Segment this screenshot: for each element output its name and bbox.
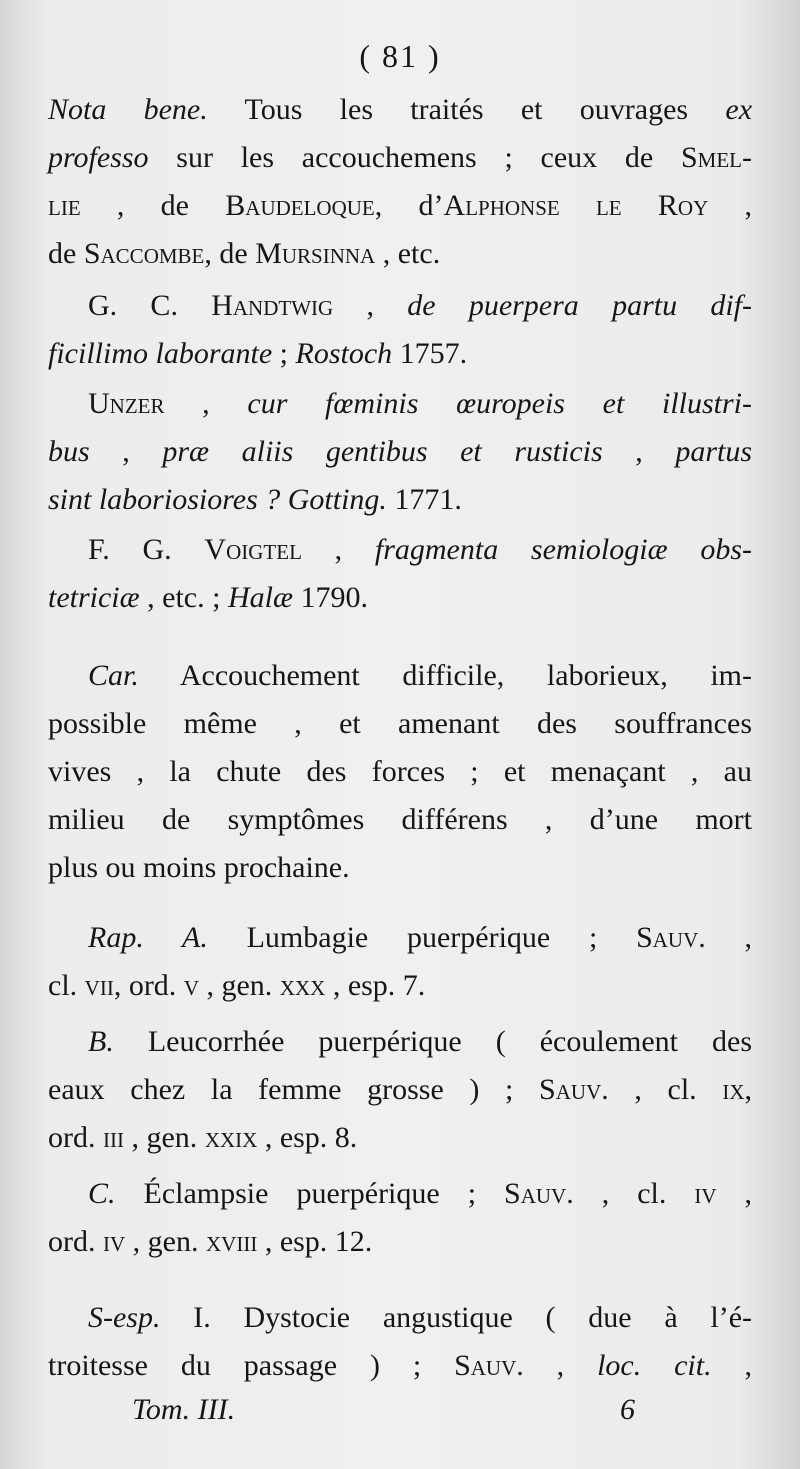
text-line — [88, 656, 752, 696]
text-segment: G. C. — [88, 289, 212, 322]
text-segment: de — [48, 237, 84, 270]
text-segment: vii — [84, 969, 114, 1002]
text-line — [88, 918, 752, 958]
text-segment: , ord. — [113, 969, 184, 1002]
text-line — [48, 1118, 752, 1158]
text-segment: , — [602, 435, 676, 468]
text-segment: , esp. 7. — [325, 969, 426, 1002]
text-segment: iv — [694, 1177, 717, 1210]
text-line — [48, 1222, 752, 1262]
text-line — [48, 186, 752, 226]
text-segment: xxx — [279, 969, 326, 1002]
text-line — [88, 530, 752, 570]
text-segment: 1757. — [392, 337, 468, 370]
text-segment: , — [301, 533, 375, 566]
text-segment: vives , la chute des forces ; et menaçant , au — [48, 755, 752, 788]
text-segment: professo — [48, 141, 149, 174]
page-number: ( 81 ) — [359, 38, 441, 74]
text-segment: Rostoch — [295, 337, 393, 370]
text-segment: 1771. — [386, 483, 462, 516]
text-segment: lie — [48, 189, 81, 222]
text-line — [48, 800, 752, 840]
text-segment: , esp. 12. — [257, 1225, 373, 1258]
text-segment: , etc. — [375, 237, 441, 270]
text-segment: Mursinna — [255, 237, 376, 270]
text-line — [48, 234, 752, 274]
text-segment: Lumbagie puerpérique ; — [207, 921, 637, 954]
text-segment: eaux chez la femme grosse ) ; — [48, 1073, 540, 1106]
text-segment: xviii — [206, 1225, 258, 1258]
text-segment: Saccombe — [83, 237, 205, 270]
text-segment: v — [183, 969, 199, 1002]
text-segment: cl. — [48, 969, 85, 1002]
text-segment: , gen. — [123, 1121, 205, 1154]
text-segment: Éclampsie puerpérique ; — [115, 1177, 505, 1210]
text-line — [48, 334, 752, 374]
text-segment: Halæ — [227, 581, 293, 614]
text-segment: Nota bene. — [48, 93, 208, 126]
text-line — [88, 1174, 752, 1214]
text-segment: Tous les traités et ouvrages — [207, 93, 726, 126]
text-segment: , cl. — [573, 1177, 695, 1210]
text-line — [48, 480, 752, 520]
text-segment: Unzer — [88, 387, 165, 420]
text-line — [48, 90, 752, 130]
text-segment: ; — [272, 337, 296, 370]
text-segment: , — [523, 1349, 598, 1382]
text-segment: , — [744, 1073, 753, 1106]
text-segment: Handtwig — [211, 289, 334, 322]
text-line — [48, 966, 752, 1006]
text-segment: cur fœminis œuropeis et illustri- — [247, 387, 753, 420]
text-segment: Sauv. — [504, 1177, 574, 1210]
text-segment: Sauv. — [454, 1349, 524, 1382]
text-segment: ex — [725, 93, 753, 126]
text-segment: , etc. ; — [139, 581, 228, 614]
text-segment: , de — [204, 237, 256, 270]
text-segment: ficillimo laborante — [48, 337, 273, 370]
text-segment: , gen. — [198, 969, 280, 1002]
text-line — [48, 432, 752, 472]
text-line — [48, 1346, 752, 1386]
text-segment: ix — [722, 1073, 745, 1106]
text-segment: Alphonse le Roy — [443, 189, 709, 222]
text-segment: iv — [103, 1225, 126, 1258]
text-segment: iii — [103, 1121, 124, 1154]
text-segment: , — [89, 435, 163, 468]
text-line — [48, 752, 752, 792]
sheet-number: 6 — [620, 1393, 635, 1426]
text-segment: , — [708, 189, 752, 222]
text-segment: 1790. — [292, 581, 368, 614]
text-segment: F. G. — [88, 533, 205, 566]
text-segment: ord. — [48, 1121, 103, 1154]
text-segment: , gen. — [125, 1225, 206, 1258]
text-line — [48, 1070, 752, 1110]
text-segment: partus — [675, 435, 753, 468]
text-segment: troitesse du passage ) ; — [48, 1349, 455, 1382]
text-segment: plus ou moins prochaine. — [48, 851, 350, 884]
text-segment: ord. — [48, 1225, 103, 1258]
text-segment: , esp. 8. — [257, 1121, 358, 1154]
text-line — [88, 286, 752, 326]
text-segment: Sauv. — [636, 921, 706, 954]
text-segment: , de — [80, 189, 226, 222]
text-segment: I. Dystocie angustique ( due à l’é- — [160, 1301, 752, 1334]
text-segment: , — [716, 1177, 753, 1210]
text-segment: præ aliis gentibus et rusticis — [162, 435, 603, 468]
text-segment: sur les accouchemens ; ceux de — [148, 141, 681, 174]
text-segment: xxix — [204, 1121, 258, 1154]
text-segment: , d’ — [374, 189, 444, 222]
text-segment: , cl. — [608, 1073, 723, 1106]
text-line — [48, 578, 752, 618]
text-segment: Sauv. — [539, 1073, 609, 1106]
text-segment: Rap. A. — [88, 921, 208, 954]
text-line — [88, 1298, 752, 1338]
text-segment: Voigtel — [204, 533, 302, 566]
text-segment: sint laboriosiores ? Gotting. — [48, 483, 387, 516]
text-segment: Car. — [88, 659, 139, 692]
text-segment: fragmenta semiologiæ obs- — [374, 533, 752, 566]
text-segment: bus — [48, 435, 90, 468]
text-segment: Smel- — [680, 141, 752, 174]
text-line — [48, 138, 752, 178]
text-segment: B. — [88, 1025, 114, 1058]
text-segment: Baudeloque — [225, 189, 375, 222]
text-segment: , — [711, 1349, 753, 1382]
text-line — [88, 384, 752, 424]
text-line — [88, 1022, 752, 1062]
text-segment: Leucorrhée puerpérique ( écoulement des — [113, 1025, 752, 1058]
text-segment: loc. cit. — [597, 1349, 712, 1382]
text-segment: de puerpera partu dif- — [407, 289, 753, 322]
text-line — [48, 704, 752, 744]
text-segment: S-esp. — [88, 1301, 161, 1334]
text-segment: possible même , et amenant des souffrances — [48, 707, 752, 740]
text-segment: , — [164, 387, 248, 420]
text-segment: , — [705, 921, 752, 954]
text-segment: , — [333, 289, 408, 322]
signature-mark: Tom. III. — [132, 1393, 236, 1426]
text-segment: C. — [88, 1177, 116, 1210]
text-line — [48, 848, 752, 888]
text-segment: Accouchement difficile, laborieux, im- — [138, 659, 752, 692]
text-segment: milieu de symptômes différens , d’une mort — [48, 803, 752, 836]
text-segment: tetriciæ — [48, 581, 140, 614]
